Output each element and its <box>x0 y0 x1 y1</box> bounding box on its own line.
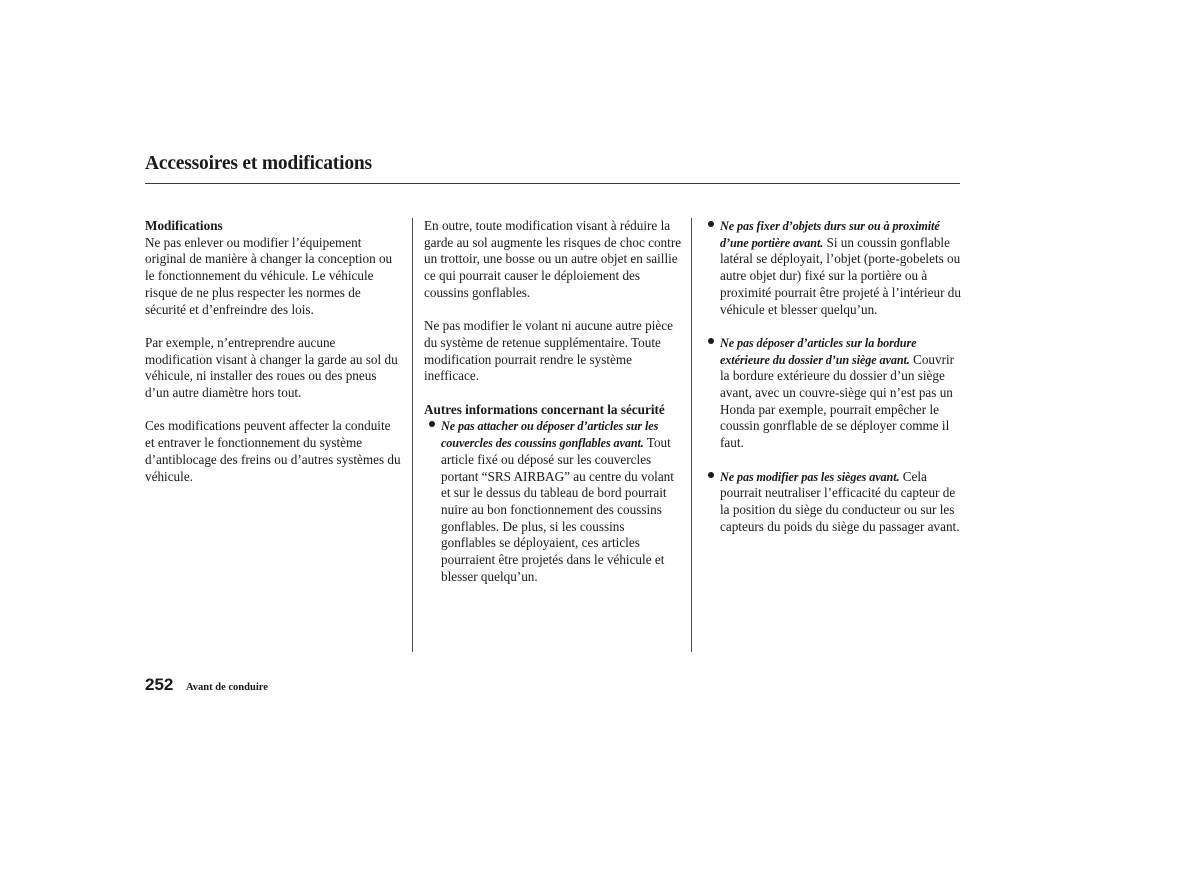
column-right <box>709 218 961 535</box>
paragraph: Par exemple, n’entreprendre aucune modification visant à changer la garde au sol du véhicule, ni installer des roues ou des pneus d’un autre diamètre hors tout. <box>145 334 398 401</box>
bullet-text: Tout article fixé ou déposé sur les couvercles portant “SRS AIRBAG” au centre du volant et sur le dessus du tableau de bord pourrait nuire au bon fonctionnement des coussins gonflables. De plus, si les coussins gonflables se déployaient, ces articles pourraient être projetés dans le véhicule et blesser quelqu’un. <box>441 435 674 584</box>
paragraph: Ces modifications peuvent affecter la conduite et entraver le fonctionnement du système d’antiblocage des freins ou d’autres systèmes du véhicule. <box>145 418 401 484</box>
bullet-icon <box>708 221 714 227</box>
bullet-item <box>709 335 961 452</box>
bullet-lead: Ne pas fixer d’objets durs sur ou à proximité d’une portière avant. <box>720 219 940 250</box>
column-divider-left <box>412 218 413 652</box>
section-heading-safety: Autres informations concernant la sécurité <box>424 401 665 417</box>
column-middle <box>424 218 682 585</box>
title-divider <box>145 183 960 184</box>
paragraph: En outre, toute modification visant à réduire la garde au sol augmente les risques de choc contre un trottoir, une bosse ou un autre objet en saillie ce qui pourrait causer le déploiement des coussins gonflables. <box>424 218 682 300</box>
bullet-text: Cela pourrait neutraliser l’efficacité du capteur de la position du siège du conducteur ou sur les capteurs du poids du siège du passager avant. <box>720 468 960 534</box>
page-number: 252 <box>145 675 174 694</box>
bullet-item <box>709 218 961 318</box>
bullet-lead: Ne pas déposer d’articles sur la bordure extérieure du dossier d’un siège avant. <box>720 335 917 367</box>
bullet-icon <box>708 472 714 478</box>
paragraph: Ne pas enlever ou modifier l’équipement original de manière à changer la conception ou le fonctionnement du véhicule. Le véhicule risque de ne plus respecter les normes de sécurité et d’enfreindre des lois. <box>145 234 393 317</box>
bullet-text: Couvrir la bordure extérieure du dossier d’un siège avant, avec un couvre-siège qui n’est pas un Honda par exemple, pourrait empêcher le coussin gonrflable de se déployer comme il faut. <box>720 351 955 451</box>
page-title: Accessoires et modifications <box>145 153 372 174</box>
section-heading-modifications: Modifications <box>145 218 223 233</box>
paragraph: Ne pas modifier le volant ni aucune autre pièce du système de retenue supplémentaire. Toute modification pourrait rendre le système inefficace. <box>424 318 673 384</box>
column-divider-right <box>691 218 692 652</box>
bullet-lead: Ne pas attacher ou déposer d’articles sur les couvercles des coussins gonflables avant. <box>441 419 659 451</box>
bullet-lead: Ne pas modifier pas les sièges avant. <box>720 469 900 484</box>
footer-section-label: Avant de conduire <box>186 682 268 693</box>
bullet-icon <box>429 421 435 427</box>
bullet-icon <box>708 338 714 344</box>
bullet-item <box>709 469 961 536</box>
column-left <box>145 218 402 485</box>
bullet-text: Si un coussin gonflable latéral se déployait, l’objet (porte-gobelets ou autre objet dur) fixé sur la portière ou à proximité pourrait être projeté à l’intérieur du véhicule et blesser quelqu’un. <box>720 234 961 317</box>
bullet-item <box>424 418 682 585</box>
